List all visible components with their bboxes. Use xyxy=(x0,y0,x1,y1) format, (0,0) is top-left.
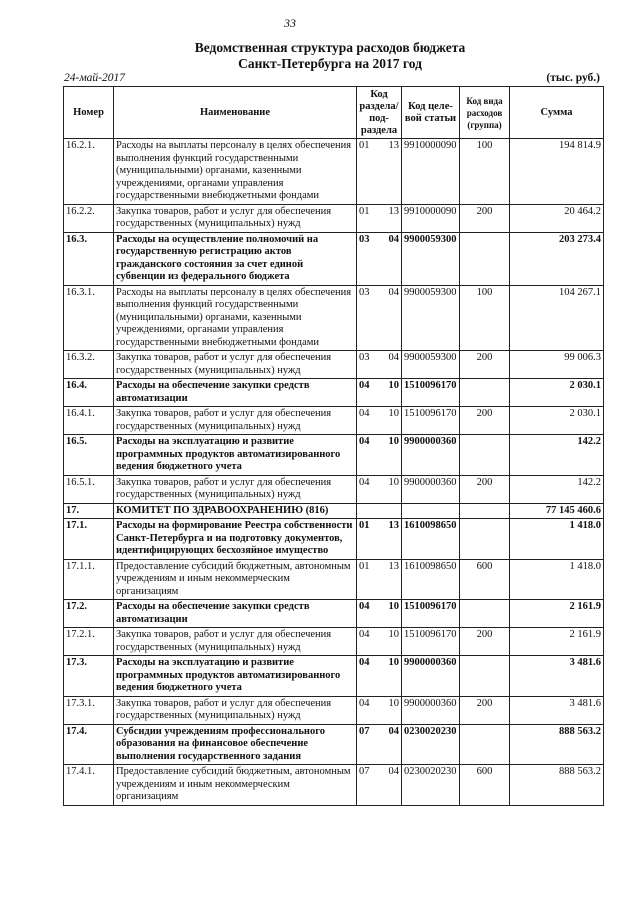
row-target-code: 1510096170 xyxy=(402,407,460,435)
row-name: Закупка товаров, работ и услуг для обеспечения государственных (муниципальных) нужд xyxy=(114,204,357,232)
table-row xyxy=(64,285,604,351)
row-number: 17.4.1. xyxy=(64,765,114,806)
row-target-code: 9900000360 xyxy=(402,475,460,503)
row-section: 04 xyxy=(359,380,370,391)
row-name: Расходы на обеспечение закупки средств автоматизации xyxy=(114,379,357,407)
row-target-code xyxy=(402,503,460,519)
row-section-code xyxy=(357,407,402,435)
row-section-code xyxy=(357,204,402,232)
row-subsection: 13 xyxy=(388,205,399,217)
row-subsection: 10 xyxy=(388,601,399,612)
row-target-code: 9900059300 xyxy=(402,232,460,285)
table-row xyxy=(64,139,604,205)
col-header-number: Номер xyxy=(64,87,114,139)
row-number: 17.3.1. xyxy=(64,696,114,724)
row-subsection: 04 xyxy=(388,286,399,298)
row-section-code xyxy=(357,600,402,628)
row-section-code xyxy=(357,765,402,806)
row-target-code: 9910000090 xyxy=(402,204,460,232)
document-title xyxy=(60,40,600,72)
row-section: 04 xyxy=(359,436,370,447)
row-sum: 2 030.1 xyxy=(510,379,604,407)
table-row xyxy=(64,351,604,379)
row-section-code xyxy=(357,139,402,205)
table-row xyxy=(64,407,604,435)
row-number: 16.2.1. xyxy=(64,139,114,205)
row-number: 16.3.2. xyxy=(64,351,114,379)
row-section: 04 xyxy=(359,601,370,612)
row-target-code: 9900059300 xyxy=(402,351,460,379)
row-sum: 3 481.6 xyxy=(510,656,604,697)
col-header-name: Наименование xyxy=(114,87,357,139)
row-sum: 203 273.4 xyxy=(510,232,604,285)
table-row xyxy=(64,435,604,476)
row-number: 16.3. xyxy=(64,232,114,285)
row-target-code: 9900000360 xyxy=(402,435,460,476)
title-line-2: Санкт-Петербурга на 2017 год xyxy=(238,56,422,71)
row-name: Закупка товаров, работ и услуг для обеспечения государственных (муниципальных) нужд xyxy=(114,696,357,724)
row-section-code xyxy=(357,232,402,285)
row-section: 04 xyxy=(359,476,370,488)
row-section: 07 xyxy=(359,725,370,737)
row-sum: 77 145 460.6 xyxy=(510,503,604,519)
row-name: Закупка товаров, работ и услуг для обеспечения государственных (муниципальных) нужд xyxy=(114,407,357,435)
row-sum: 888 563.2 xyxy=(510,765,604,806)
row-number: 16.5.1. xyxy=(64,475,114,503)
row-section-code xyxy=(357,379,402,407)
row-expense-type xyxy=(460,232,510,285)
row-name: Расходы на формирование Реестра собственности Санкт-Петербурга и на подготовку документов, идентифицирующих бесхозяйное имущество xyxy=(114,519,357,560)
row-sum: 20 464.2 xyxy=(510,204,604,232)
row-expense-type: 600 xyxy=(460,559,510,600)
table-row xyxy=(64,559,604,600)
row-target-code: 9900000360 xyxy=(402,696,460,724)
row-target-code: 1510096170 xyxy=(402,379,460,407)
row-section-code xyxy=(357,475,402,503)
row-subsection: 10 xyxy=(388,380,399,391)
row-expense-type: 200 xyxy=(460,351,510,379)
page-number: 33 xyxy=(284,16,296,30)
row-section: 01 xyxy=(359,140,370,151)
row-number: 17.2. xyxy=(64,600,114,628)
row-number: 16.2.2. xyxy=(64,204,114,232)
row-sum: 2 030.1 xyxy=(510,407,604,435)
row-section-code xyxy=(357,724,402,765)
row-sum: 1 418.0 xyxy=(510,559,604,600)
col-header-section: Код раздела/ под-раздела xyxy=(357,87,402,139)
row-target-code: 1510096170 xyxy=(402,628,460,656)
row-number: 17.3. xyxy=(64,656,114,697)
table-body xyxy=(64,139,604,806)
table-row xyxy=(64,600,604,628)
row-target-code: 1610098650 xyxy=(402,559,460,600)
row-number: 16.3.1. xyxy=(64,285,114,351)
row-sum: 142.2 xyxy=(510,435,604,476)
row-section-code xyxy=(357,435,402,476)
row-section: 03 xyxy=(359,286,370,298)
budget-table xyxy=(63,86,604,806)
row-sum: 142.2 xyxy=(510,475,604,503)
row-sum: 2 161.9 xyxy=(510,600,604,628)
row-section-code xyxy=(357,559,402,600)
row-section-code xyxy=(357,285,402,351)
row-number: 16.5. xyxy=(64,435,114,476)
row-subsection: 10 xyxy=(388,657,399,668)
row-name: Расходы на эксплуатацию и развитие программных продуктов автоматизированного ведения бюджетного учета xyxy=(114,656,357,697)
row-name: Закупка товаров, работ и услуг для обеспечения государственных (муниципальных) нужд xyxy=(114,628,357,656)
row-expense-type: 200 xyxy=(460,475,510,503)
table-row xyxy=(64,503,604,519)
row-expense-type xyxy=(460,503,510,519)
row-section-code xyxy=(357,351,402,379)
row-sum: 888 563.2 xyxy=(510,724,604,765)
row-subsection: 04 xyxy=(388,352,399,363)
row-number: 17.1. xyxy=(64,519,114,560)
row-section: 04 xyxy=(359,657,370,668)
row-sum: 1 418.0 xyxy=(510,519,604,560)
row-number: 16.4.1. xyxy=(64,407,114,435)
table-row xyxy=(64,724,604,765)
row-target-code: 9900059300 xyxy=(402,285,460,351)
table-row xyxy=(64,519,604,560)
row-section: 07 xyxy=(359,766,370,777)
col-header-sum: Сумма xyxy=(510,87,604,139)
row-section-code xyxy=(357,503,402,519)
row-target-code: 9910000090 xyxy=(402,139,460,205)
row-section: 04 xyxy=(359,408,370,419)
row-name: Расходы на обеспечение закупки средств автоматизации xyxy=(114,600,357,628)
row-sum: 2 161.9 xyxy=(510,628,604,656)
row-subsection: 04 xyxy=(388,766,399,777)
row-target-code: 0230020230 xyxy=(402,765,460,806)
row-sum: 104 267.1 xyxy=(510,285,604,351)
row-section: 01 xyxy=(359,560,370,572)
table-row xyxy=(64,656,604,697)
row-subsection: 13 xyxy=(388,520,399,531)
row-name: Расходы на выплаты персоналу в целях обеспечения выполнения функций государственными (муниципальными) органами, казенными учреждениями, органами управления государственными внебюджетными фондами xyxy=(114,139,357,205)
row-number: 16.4. xyxy=(64,379,114,407)
row-expense-type: 200 xyxy=(460,628,510,656)
row-target-code: 0230020230 xyxy=(402,724,460,765)
row-expense-type xyxy=(460,379,510,407)
table-row xyxy=(64,765,604,806)
row-section: 01 xyxy=(359,205,370,217)
row-expense-type: 100 xyxy=(460,139,510,205)
units-label: (тыс. руб.) xyxy=(546,72,600,84)
row-subsection: 13 xyxy=(388,140,399,151)
col-header-vr: Код вида расходов (группа) xyxy=(460,87,510,139)
row-expense-type xyxy=(460,656,510,697)
table-row xyxy=(64,475,604,503)
row-number: 17.4. xyxy=(64,724,114,765)
row-name: Предоставление субсидий бюджетным, автономным учреждениям и иным некоммерческим организациям xyxy=(114,559,357,600)
row-subsection: 04 xyxy=(388,725,399,737)
row-subsection: 10 xyxy=(388,629,399,640)
row-section: 03 xyxy=(359,352,370,363)
row-sum: 194 814.9 xyxy=(510,139,604,205)
row-subsection: 10 xyxy=(388,697,399,709)
table-row xyxy=(64,696,604,724)
row-section: 03 xyxy=(359,233,370,245)
row-expense-type xyxy=(460,519,510,560)
row-expense-type xyxy=(460,435,510,476)
title-line-1: Ведомственная структура расходов бюджета xyxy=(194,40,466,55)
row-expense-type: 200 xyxy=(460,407,510,435)
row-name: Предоставление субсидий бюджетным, автономным учреждениям и иным некоммерческим организациям xyxy=(114,765,357,806)
table-row xyxy=(64,204,604,232)
row-name: Расходы на эксплуатацию и развитие программных продуктов автоматизированного ведения бюджетного учета xyxy=(114,435,357,476)
row-name: Расходы на осуществление полномочий на государственную регистрацию актов гражданского состояния за счет единой субвенции из федерального бюджета xyxy=(114,232,357,285)
row-target-code: 1510096170 xyxy=(402,600,460,628)
row-section: 04 xyxy=(359,697,370,709)
row-name: Закупка товаров, работ и услуг для обеспечения государственных (муниципальных) нужд xyxy=(114,475,357,503)
row-section-code xyxy=(357,519,402,560)
row-number: 17.1.1. xyxy=(64,559,114,600)
report-date: 24-май-2017 xyxy=(64,72,125,84)
row-section-code xyxy=(357,656,402,697)
row-subsection: 10 xyxy=(388,476,399,488)
row-sum: 99 006.3 xyxy=(510,351,604,379)
row-expense-type xyxy=(460,724,510,765)
row-subsection: 04 xyxy=(388,233,399,245)
row-section-code xyxy=(357,628,402,656)
row-expense-type: 200 xyxy=(460,696,510,724)
row-name: Субсидии учреждениям профессионального образования на финансовое обеспечение выполнения государственного задания xyxy=(114,724,357,765)
row-expense-type xyxy=(460,600,510,628)
row-expense-type: 100 xyxy=(460,285,510,351)
table-row xyxy=(64,232,604,285)
row-section: 01 xyxy=(359,520,370,531)
row-subsection: 10 xyxy=(388,408,399,419)
row-name: Закупка товаров, работ и услуг для обеспечения государственных (муниципальных) нужд xyxy=(114,351,357,379)
row-number: 17. xyxy=(64,503,114,519)
col-header-csr: Код целе-вой статьи xyxy=(402,87,460,139)
row-expense-type: 200 xyxy=(460,204,510,232)
row-section: 04 xyxy=(359,629,370,640)
row-name: КОМИТЕТ ПО ЗДРАВООХРАНЕНИЮ (816) xyxy=(114,503,357,519)
row-name: Расходы на выплаты персоналу в целях обеспечения выполнения функций государственными (муниципальными) органами, казенными учреждениями, органами управления государственными внебюджетными фондами xyxy=(114,285,357,351)
table-row xyxy=(64,379,604,407)
row-expense-type: 600 xyxy=(460,765,510,806)
row-sum: 3 481.6 xyxy=(510,696,604,724)
row-subsection: 10 xyxy=(388,436,399,447)
row-target-code: 1610098650 xyxy=(402,519,460,560)
row-number: 17.2.1. xyxy=(64,628,114,656)
row-target-code: 9900000360 xyxy=(402,656,460,697)
table-row xyxy=(64,628,604,656)
row-subsection: 13 xyxy=(388,560,399,572)
row-section-code xyxy=(357,696,402,724)
